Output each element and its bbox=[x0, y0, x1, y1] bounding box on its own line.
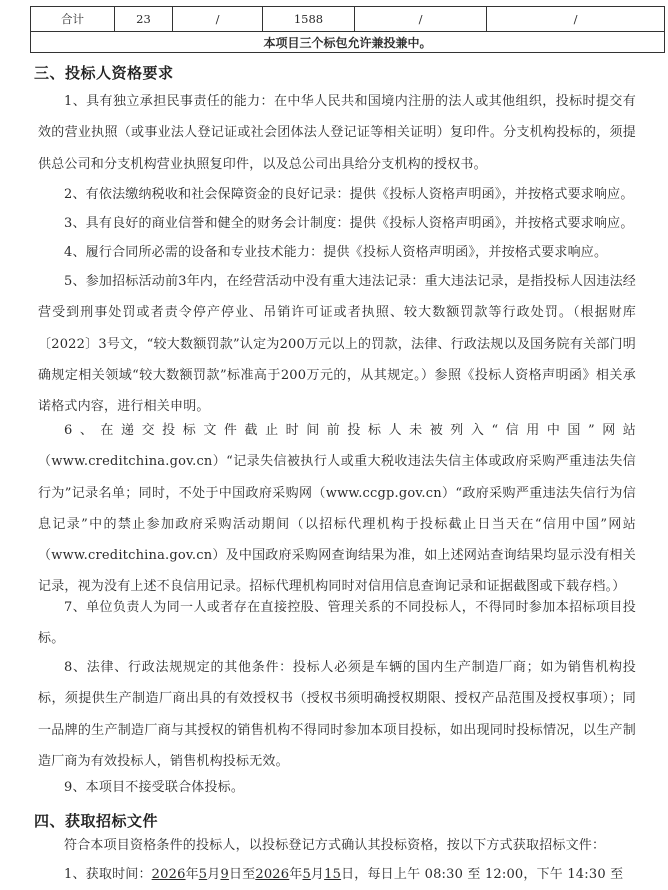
year-char-2: 年 bbox=[289, 867, 303, 882]
start-year: 2026 bbox=[151, 867, 186, 882]
qualification-item-3: 3、具有良好的商业信誉和健全的财务会计制度：提供《投标人资格声明函》，并按格式要求响应。 bbox=[64, 216, 634, 231]
qualification-item-1: 1、具有独立承担民事责任的能力：在中华人民共和国境内注册的法人或其他组织，投标时提交有效的营业执照（或事业法人登记证或社会团体法人登记证等相关证明）复印件。分支机构投标的，须提供总公司和分支机构营业执照复印件，以及总公司出具给分支机构的授权书。 bbox=[38, 94, 636, 172]
month-char-1: 月 bbox=[207, 867, 221, 882]
cell-slash-3: / bbox=[487, 7, 665, 32]
day-char-1: 日至 bbox=[228, 867, 256, 882]
cell-slash-1: / bbox=[173, 7, 263, 32]
end-day: 15 bbox=[324, 867, 342, 882]
start-day: 9 bbox=[220, 867, 229, 882]
qualification-item-6: 6、在递交投标文件截止时间前投标人未被列入“信用中国”网站（www.creditchina.gov.cn）“记录失信被执行人或重大税收违法失信主体或政府采购严重违法失信行为”记录名单；同时，不处于中国政府采购网（www.ccgp.gov.cn）“政府采购严重违法失信行为信息记录”中的禁止参加政府采购活动期间（以招标代理机构于投标截止日当天在“信用中国”网站（www.creditchina.gov.cn）及中国政府采购网查询结果为准，如上述网站查询结果均显示没有相关记录，视为没有上述不良信用记录。招标代理机构同时对信用信息查询记录和证据截图或下载存档。） bbox=[38, 423, 636, 595]
qualification-item-4: 4、履行合同所必需的设备和专业技术能力：提供《投标人资格声明函》，并按格式要求响应。 bbox=[64, 245, 608, 260]
qualification-item-7: 7、单位负责人为同一人或者存在直接控股、管理关系的不同投标人，不得同时参加本招标项目投标。 bbox=[38, 600, 636, 647]
qualification-item-8: 8、法律、行政法规规定的其他条件：投标人必须是车辆的国内生产制造厂商；如为销售机构投标，须提供生产制造厂商出具的有效授权书（授权书须明确授权期限、授权产品范围及授权事项）；同一品牌的生产制造厂商与其授权的销售机构不得同时参加本项目投标，如出现同时投标情况，以生产制造厂商为有效投标人，销售机构投标无效。 bbox=[38, 660, 636, 769]
time-rest: 日，每日上午 08:30 至 12:00，下午 14:30 至 bbox=[341, 867, 624, 882]
acquisition-time bbox=[38, 859, 636, 890]
qualification-item-9: 9、本项目不接受联合体投标。 bbox=[64, 780, 245, 795]
month-char-2: 月 bbox=[310, 867, 325, 882]
section-4-heading: 四、获取招标文件 bbox=[34, 812, 159, 830]
cell-amount: 1588 bbox=[263, 7, 355, 32]
table-row-total bbox=[31, 7, 665, 32]
table-row-note bbox=[31, 32, 665, 53]
cell-quantity: 23 bbox=[115, 7, 173, 32]
time-prefix: 1、获取时间： bbox=[64, 867, 152, 882]
acquisition-intro: 符合本项目资格条件的投标人，以投标登记方式确认其投标资格，按以下方式获取招标文件： bbox=[64, 838, 606, 853]
table-note: 本项目三个标包允许兼投兼中。 bbox=[31, 32, 665, 53]
cell-total-label: 合计 bbox=[31, 7, 115, 32]
cell-slash-2: / bbox=[355, 7, 487, 32]
section-3-heading: 三、投标人资格要求 bbox=[34, 64, 174, 82]
start-month: 5 bbox=[198, 867, 208, 882]
qualification-item-5: 5、参加招标活动前3年内，在经营活动中没有重大违法记录：重大违法记录，是指投标人因违法经营受到刑事处罚或者责令停产停业、吊销许可证或者执照、较大数额罚款等行政处罚。（根据财库〔2022〕3号文，“较大数额罚款”认定为200万元以上的罚款，法律、行政法规以及国务院有关部门明确规定相关领域“较大数额罚款”标准高于200万元的，从其规定。）参照《投标人资格声明函》相关承诺格式内容，进行相关申明。 bbox=[38, 274, 636, 415]
end-year: 2026 bbox=[255, 867, 290, 882]
year-char-1: 年 bbox=[185, 867, 199, 882]
qualification-item-2: 2、有依法缴纳税收和社会保障资金的良好记录：提供《投标人资格声明函》，并按格式要求响应。 bbox=[64, 187, 634, 202]
end-month: 5 bbox=[302, 867, 311, 882]
summary-table bbox=[30, 6, 665, 53]
